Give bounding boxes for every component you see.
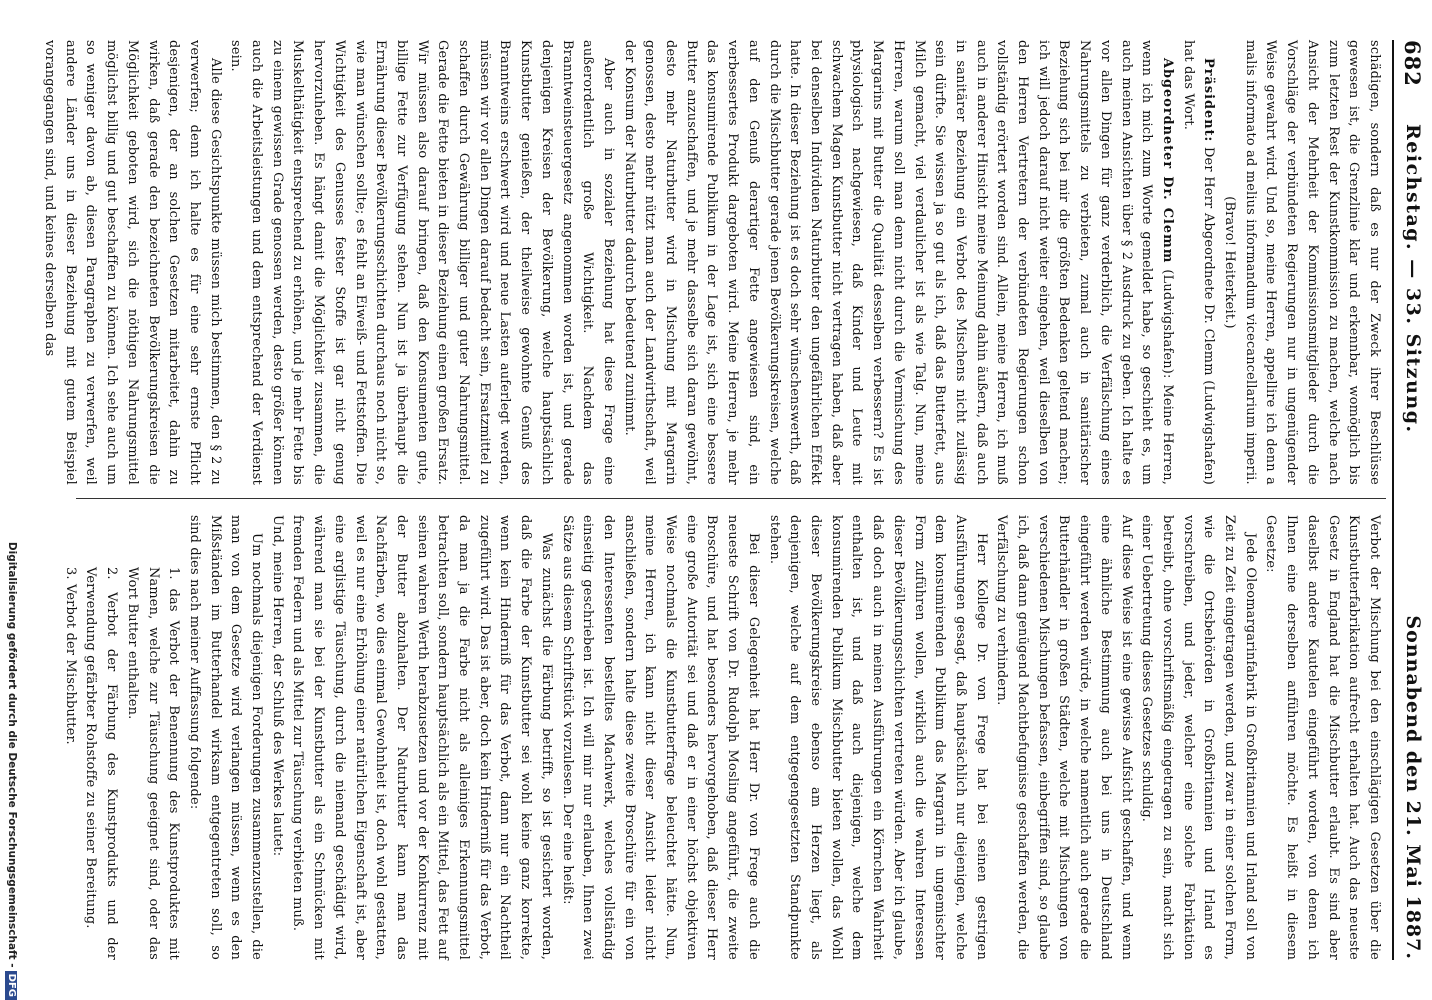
credit-text: Digitalisierung gefördert durch die Deutsche Forschungsgemeinschaft - [6, 541, 18, 968]
digitization-credit [4, 140, 18, 1000]
speech-text: (Ludwigshafen): Meine Herren, wenn ich mich zum Worte gemeldet habe, so geschieht es, um auch meinen Ansichten über § 2 Ausdruck zu geben. Ich halte es vor allen Dingen für ganz verderblich, die Verfälschung eines Nahrungsmittels zu verbieten, zumal auch in sanitärischer Beziehung sich bei mir die größten Bedenken geltend machen; ich will jedoch darauf nicht weiter eingehen, weil dieselben von den Herren Vertretern der verbündeten Regierungen schon vollständig erörtert worden sind. Allein, meine Herren, ich muß auch in anderer Hinsicht meine Meinung dahin äußern, daß auch in sanitärer Beziehung ein Verbot des Mischens nicht zulässig sein dürfte. Sie wissen ja so gut als ich, daß das Butterfett, aus Milch gemacht, viel verdaulicher ist als wie Talg. Nun, meine Herren, warum soll man denn nicht durch die Vermischung des Margarins mit Butter die Qualität desselben verbessern? Es ist physiologisch nachgewiesen, daß Kinder und Leute mit schwachem Magen Kunstbutter nicht vertragen haben, daß aber bei denselben Individuen Naturbutter den ungefährlichen Effekt hatte. In dieser Beziehung ist es doch sehr wünschenswerth, daß durch die Mischbutter gerade jenen Bevölkerungskreisen, welche auf den Genuß derartiger Fette angewiesen sind, ein verbessertes Produkt dargeboten wird. Meine Herren, je mehr das konsumirende Publikum in der Lage ist, sich eine bessere Butter anzuschaffen, und je mehr dasselbe sich daran gewöhnt, desto mehr Naturbutter wird in Mischung mit Margarin genossen, desto mehr nützt man auch der Landwirthschaft, weil der Konsum der Naturbutter dadurch bedeutend zunimmt. [621, 40, 1175, 485]
paragraph [1177, 40, 1218, 485]
paragraph: Und, meine Herren, der Schluß des Werkes lautet: [269, 515, 285, 857]
session-date: Sonnabend den 21. Mai 1887. [1402, 615, 1424, 960]
page-header [1395, 40, 1431, 960]
header-rule [1392, 40, 1394, 960]
paragraph: schädigen, sondern daß es nur der Zweck ihrer Beschlüsse gewesen ist, die Grenzlinie klar und erkennbar, womöglich bis zum letzten Rest der Kunstkommission zu machen, welche nach Ansicht der Mehrheit der Kommissionsmitglieder durch die Vorschläge der verbündeten Regierungen nur in ungenügender Weise gewahrt wird. Und so, meine Herren, appellire ich denn a malis informato ad melius informandum vicecancellarium imperii. [1242, 40, 1382, 485]
paragraph: Aber auch in sozialer Beziehung hat diese Frage eine außerordentlich große Wichtigkeit. Nachdem das Branntweinsteuergesetz angenommen worden ist, und gerade denjenigen Kreisen der Bevölkerung, welche hauptsächlich Kunstbutter genießen, der theilweise gewohnte Genuß des Branntweins erschwert wird und neue Lasten auferlegt werden, müssen wir vor allen Dingen darauf bedacht sein, Ersatzmittel zu schaffen durch Gewährung billiger und guter Nahrungsmittel. Gerade die Fette bieten in dieser Beziehung einen großen Ersatz. Wir müssen also darauf bringen, daß den Konsumenten gute, billige Fette zur Verfügung stehen. Nun ist ja überhaupt die Ernährung dieser Bevölkerungsschichten durchaus noch nicht so, wie man wünschen sollte; es fehlt an Eiweiß- und Fettstoffen. Die Wichtigkeit des Genusses fester Stoffe ist gar nicht genug hervorzuheben. Es hängt damit die Möglichkeit zusammen, die Muskelthätigkeit entsprechend zu erhöhen, und je mehr Fette bis zu einem gewissen Grade genossen werden, desto größer können auch die Arbeitsleistungen und dem entsprechend der Verdienst sein. [228, 40, 616, 485]
paragraph: Herr Kollege Dr. von Frege hat bei seinen gestrigen Ausführungen gesagt, daß hauptsächlich nur diejenigen, welche dem konsumirenden Publikum das Margarin in ungemischter Form zuführen wollen, wirklich auch die wahren Interessen dieser Bevölkerungsschichten vertreten würden. Aber ich glaube, daß doch auch in meinen Ausführungen ein Körnchen Wahrheit enthalten ist, und daß auch diejenigen, welche dem konsumirenden Publikum Mischbutter bieten wollen, das Wohl dieser Bevölkerungskreise ebenso am Herzen liegt, als denjenigen, welche auf dem entgegengesetzten Standpunkte stehen. [766, 515, 989, 960]
interjection: (Bravo! Heiterkeit.) [1222, 196, 1238, 329]
list-item: 1. das Verbot der Benennung des Kunstproduktes mit Namen, welche zur Täuschung geeignet sind, oder das Wort Butter enthalten. [124, 567, 182, 960]
page-number: 682 [1400, 40, 1425, 87]
list-item: 2. Verbot der Färbung des Kunstprodukts und der Verwendung gefärbter Rohstoffe zu seiner Bereitung. [83, 567, 120, 960]
paragraph: Verbot der Mischung bei den einschlägigen Gesetzen über die Kunstbutterfabrikation aufrecht erhalten hat. Auch das neueste Gesetz in England hat die Mischbutter erlaubt. Es sind aber daselbst andere Kautelen eingeführt worden, von denen ich Ihnen eine derselben anführen möchte. Es heißt in diesem Gesetze: [1263, 515, 1382, 960]
paragraph: Alle diese Gesichtspunkte müssen mich bestimmen, den § 2 zu verwerfen; denn ich halte es für eine sehr ernste Pflicht desjenigen, der an solchen Gesetzen mitarbeitet, dahin zu wirken, daß gerade den bezeichneten Bevölkerungskreisen die Möglichkeit geboten wird, sich die nöthigen Nahrungsmittel möglichst billig und gut beschaffen zu können. Ich sehe auch um so weniger davon ab, diesen Paragraphen zu verwerfen, weil andere Länder uns in dieser Beziehung mit gutem Beispiel vorangegangen sind, und keines derselben das [42, 40, 223, 485]
paragraph: Bei dieser Gelegenheit hat Herr Dr. von Frege auch die neueste Schrift von Dr. Rudolph Mosling angeführt, die zweite Broschüre, und hat besonders hervorgehoben, daß dieser Herr eine große Autorität sei und daß er in einer höchst objektiven Weise nochmals die Kunstbutterfrage beleuchtet hätte. Nun, meine Herren, ich kann nicht dieser Ansicht leider nicht anschließen, sondern halte diese zweite Broschüre für ein von den Interessenten bestelltes Machwerk, welches vollständig einseitig geschrieben ist. Ich will mir nur erlauben, Ihnen zwei Sätze aus diesem Schriftstück vorzulesen. Der eine heißt: [559, 515, 761, 960]
right-column [62, 515, 1384, 960]
speaker-name: Abgeordneter Dr. Clemm [1159, 58, 1175, 264]
quoted-text: Um nochmals diejenigen Forderungen zusammenzustellen, die man von dem Gesetze wird verlangen müssen, wenn es den Mißständen im Butterhandel wirksam entgegentreten soll, so sind dies nach meiner Auffassung folgende: [186, 515, 265, 960]
quoted-text: Was zunächst die Färbung betrifft, so ist gesichert worden, daß die Farbe der Kunstbutter sei wohl keine ganz korrekte, wenn kein Hinderniß für das Verbot, dann nur ein Nachtheil zugeführt wird. Das ist aber, doch kein Hinderniß für das Verbot, da man ja die Farbe nicht als alleiniges Erkennungsmittel betrachten soll, sondern hauptsächlich als ein Mittel, das Fett auf seinen wahren Werth herabzusetzen und vor der Konkurrenz mit der Butter abzuhalten. Der Naturbutter kann man das Nachfärben, wo dies einmal Gewohnheit ist, doch wohl gestatten, weil es nur eine Erhöhung einer natürlichen Eigenschaft ist, aber eine arglistige Täuschung, durch die niemand geschädigt wird, während man sie bei der Kunstbutter als ein Schmücken mit fremden Federn und als Mittel zur Täuschung verbieten muß. [290, 515, 554, 960]
dfg-logo: DFG [5, 971, 17, 1000]
column-divider [76, 498, 1386, 499]
speech-text: Der Herr Abgeordnete Dr. Clemm (Ludwigshafen) hat das Wort. [1180, 40, 1217, 485]
quoted-law: Jede Oleomargarinfabrik in Großbritannien und Irland soll von Zeit zu Zeit eingetragen werden, und zwar in einer solchen Form, wie die Ortsbehörden in Großbritannien und Irland es vorschreiben, und jeder, welcher eine solche Fabrikation betreibt, ohne vorschriftsmäßig eingetragen zu sein, macht sich einer Uebertretung dieses Gesetzes schuldig. [1139, 515, 1258, 960]
list-item: 3. Verbot der Mischbutter. [62, 567, 78, 745]
paragraph [618, 40, 1177, 485]
paragraph: Auf diese Weise ist eine gewisse Aufsicht geschaffen, und wenn eine ähnliche Bestimmung auch bei uns in Deutschland eingeführt werden würde, in welche namentlich auch gerade die Butterhändler in großen Städten, welche mit Mischungen von verschiedenen Mischungen befassen, einbegriffen sind, so glaube ich, daß dann genügend Machtbefugnisse geschaffen werden, die Verfälschung zu verhindern. [994, 515, 1134, 960]
left-column [42, 40, 1384, 485]
speaker-name: Präsident: [1201, 58, 1217, 143]
session-title: Reichstag. — 33. Sitzung. [1402, 124, 1424, 434]
